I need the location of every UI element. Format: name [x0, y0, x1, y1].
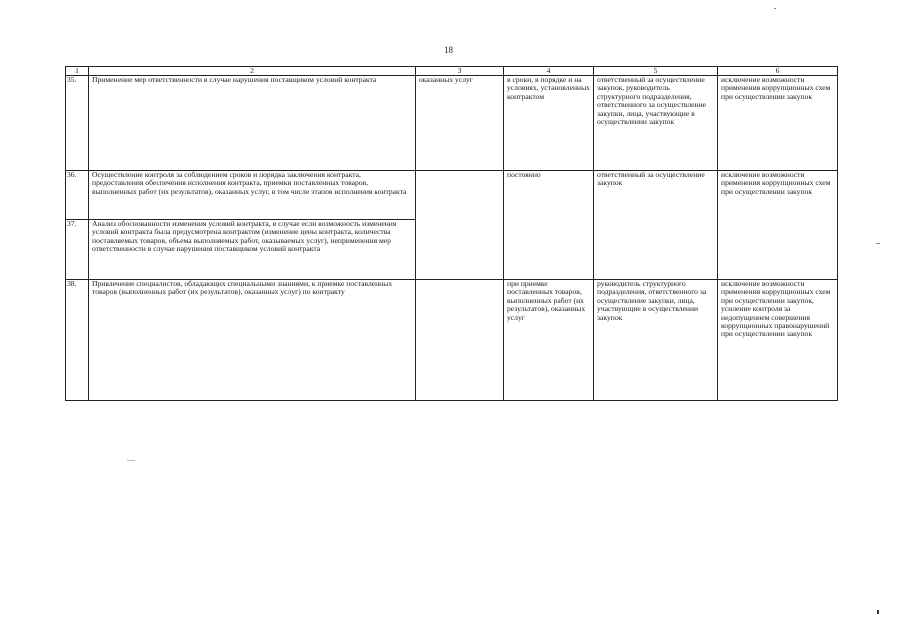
row-number: 35.	[66, 76, 89, 171]
term-cell: в сроки, в порядке и на условиях, установленных контрактом	[504, 76, 594, 171]
scan-speck	[876, 243, 880, 244]
term-cell: постоянно	[504, 171, 594, 280]
scan-speck	[877, 610, 879, 614]
table-row	[66, 76, 838, 171]
measure-cell: Осуществление контроля за соблюдением сроков и порядка заключения контракта, предоставления обеспечения исполнения контракта, приемки поставленных товаров, выполненных работ (их результатов), оказанных услуг, в том числе этапов исполнения контракта	[89, 171, 416, 220]
result-cell: исключение возможности применения коррупционных схем при осуществлении закупок	[718, 76, 838, 171]
responsible-cell: руководитель структурного подразделения, ответственного за осуществление закупки, лица, участвующие в осуществлении закупок	[594, 280, 718, 401]
measures-table	[65, 66, 838, 401]
scan-speck	[774, 8, 776, 9]
responsible-cell: ответственный за осуществление закупок	[594, 171, 718, 280]
measure-cell: Анализ обоснованности изменения условий контракта, в случае если возможность изменения условий контракта была предусмотрена контрактом (изменение цены контракта, количества поставляемых товаров, объема выполняемых работ, оказываемых услуг), неприменения мер ответственности в случае нарушения поставщиком условий контракта	[89, 220, 416, 280]
page-number: 18	[444, 45, 453, 55]
table-row	[66, 171, 838, 220]
scan-speck	[127, 460, 135, 461]
row-number: 38.	[66, 280, 89, 401]
object-cell	[416, 280, 504, 401]
table-header-row	[66, 67, 838, 76]
table-row	[66, 280, 838, 401]
column-header: 5	[594, 67, 718, 76]
object-cell: оказанных услуг	[416, 76, 504, 171]
object-cell	[416, 171, 504, 280]
result-cell: исключение возможности применения коррупционных схем при осуществлении закупок, усиление контроля за недопущением совершения коррупционных правонарушений при осуществлении закупок	[718, 280, 838, 401]
responsible-cell: ответственный за осуществление закупок, руководитель структурного подразделения, ответственного за осуществление закупки, лица, участвующие в осуществлении закупок	[594, 76, 718, 171]
row-number: 36.	[66, 171, 89, 220]
result-cell: исключение возможности применения коррупционных схем при осуществлении закупок	[718, 171, 838, 280]
column-header: 1	[66, 67, 89, 76]
measure-cell: Применение мер ответственности в случае нарушения поставщиком условий контракта	[89, 76, 416, 171]
column-header: 2	[89, 67, 416, 76]
term-cell: при приемке поставленных товаров, выполненных работ (их результатов), оказанных услуг	[504, 280, 594, 401]
column-header: 6	[718, 67, 838, 76]
row-number: 37.	[66, 220, 89, 280]
column-header: 3	[416, 67, 504, 76]
measure-cell: Привлечение специалистов, обладающих специальными знаниями, к приемке поставленных товаров (выполненных работ (их результатов), оказанных услуг) по контракту	[89, 280, 416, 401]
column-header: 4	[504, 67, 594, 76]
